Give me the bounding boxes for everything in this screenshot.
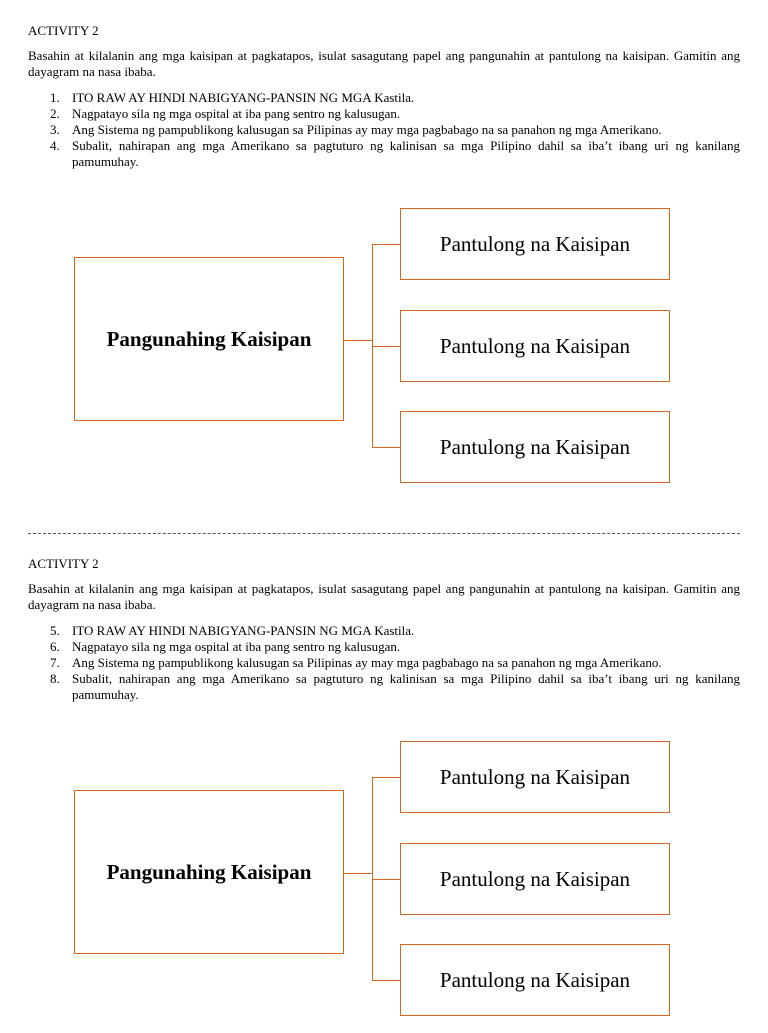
connector-line	[372, 980, 400, 981]
item-text: ITO RAW AY HINDI NABIGYANG-PANSIN NG MGA Kastila.	[72, 90, 415, 105]
item-number: 7.	[50, 655, 60, 670]
activity-heading: ACTIVITY 2	[28, 23, 99, 38]
connector-line	[344, 873, 372, 874]
activity-section-2	[0, 533, 768, 1033]
connector-line	[344, 340, 372, 341]
supporting-idea-box: Pantulong na Kaisipan	[400, 741, 670, 813]
connector-line	[372, 346, 400, 347]
supporting-idea-box: Pantulong na Kaisipan	[400, 208, 670, 280]
item-text: ITO RAW AY HINDI NABIGYANG-PANSIN NG MGA Kastila.	[72, 623, 415, 638]
main-idea-box: Pangunahing Kaisipan	[74, 257, 344, 421]
item-number: 5.	[50, 623, 60, 638]
supporting-idea-box: Pantulong na Kaisipan	[400, 310, 670, 382]
item-text: Nagpatayo sila ng mga ospital at iba pang sentro ng kalusugan.	[72, 106, 401, 121]
supporting-idea-box: Pantulong na Kaisipan	[400, 411, 670, 483]
connector-line	[372, 447, 400, 448]
connector-line	[372, 777, 400, 778]
activity-instructions: Basahin at kilalanin ang mga kaisipan at pagkatapos, isulat sasagutang papel ang pangunahin at pantulong na kaisipan. Gamitin ang dayagram na nasa ibaba.	[28, 48, 740, 79]
supporting-idea-box: Pantulong na Kaisipan	[400, 944, 670, 1016]
connector-line	[372, 244, 400, 245]
connector-line	[372, 879, 400, 880]
concept-diagram	[0, 0, 768, 500]
item-text: Nagpatayo sila ng mga ospital at iba pang sentro ng kalusugan.	[72, 639, 401, 654]
item-number: 2.	[50, 106, 60, 121]
item-number: 1.	[50, 90, 60, 105]
item-text: Subalit, nahirapan ang mga Amerikano sa pagtuturo ng kalinisan sa mga Pilipino dahil sa iba’t ibang uri ng kanilang pamumuhay.	[72, 671, 740, 702]
activity-section-1	[0, 0, 768, 500]
item-text: Subalit, nahirapan ang mga Amerikano sa pagtuturo ng kalinisan sa mga Pilipino dahil sa iba’t ibang uri ng kanilang pamumuhay.	[72, 138, 740, 169]
supporting-idea-box: Pantulong na Kaisipan	[400, 843, 670, 915]
item-number: 4.	[50, 138, 60, 153]
item-number: 8.	[50, 671, 60, 686]
item-text: Ang Sistema ng pampublikong kalusugan sa Pilipinas ay may mga pagbabago na sa panahon ng mga Amerikano.	[72, 122, 662, 137]
item-text: Ang Sistema ng pampublikong kalusugan sa Pilipinas ay may mga pagbabago na sa panahon ng mga Amerikano.	[72, 655, 662, 670]
item-number: 3.	[50, 122, 60, 137]
activity-instructions: Basahin at kilalanin ang mga kaisipan at pagkatapos, isulat sasagutang papel ang pangunahin at pantulong na kaisipan. Gamitin ang dayagram na nasa ibaba.	[28, 581, 740, 612]
item-number: 6.	[50, 639, 60, 654]
concept-diagram	[0, 533, 768, 1033]
activity-heading: ACTIVITY 2	[28, 556, 99, 571]
main-idea-box: Pangunahing Kaisipan	[74, 790, 344, 954]
